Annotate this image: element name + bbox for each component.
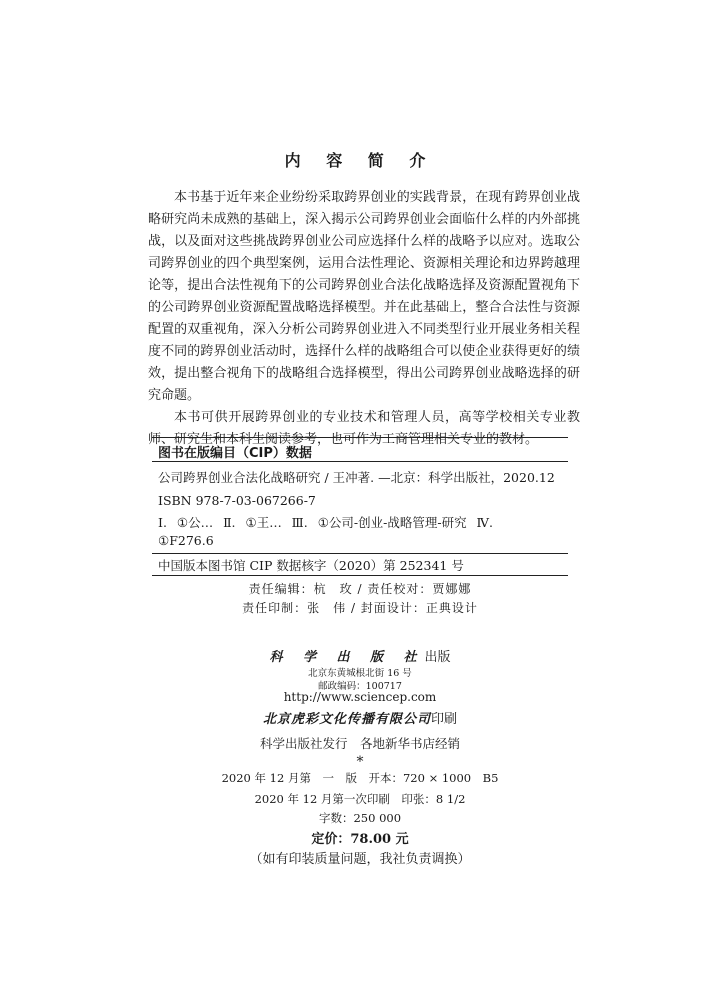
publisher-address: 北京东黄城根北街 16 号 bbox=[308, 668, 412, 679]
printer-line bbox=[0, 708, 720, 727]
quality-note: （如有印装质量问题，我社负责调换） bbox=[249, 852, 471, 867]
cip-bottom-rule bbox=[152, 575, 568, 576]
publisher-line bbox=[0, 646, 720, 665]
cip-isbn: ISBN 978-7-03-067266-7 bbox=[158, 493, 316, 508]
cip-heading: 图书在版编目（CIP）数据 bbox=[158, 446, 312, 461]
publisher-postcode: 邮政编码：100717 bbox=[318, 681, 402, 692]
publisher-name: 科 学 出 版 社 bbox=[269, 650, 425, 665]
edition-line-2: 2020 年 12 月第一次印刷 印张：8 1/2 bbox=[254, 792, 466, 806]
publisher-url: http://www.sciencep.com bbox=[283, 690, 437, 704]
cip-heading-rule bbox=[152, 461, 568, 462]
summary-title: 内 容 简 介 bbox=[284, 151, 436, 170]
cip-classification-code: ①F276.6 bbox=[158, 533, 214, 548]
summary-paragraph-1: 本书基于近年来企业纷纷采取跨界创业的实践背景，在现有跨界创业战略研究尚未成熟的基础上，深入揭示公司跨界创业会面临什么样的内外部挑战，以及面对这些挑战跨界创业公司应选择什么样的战略予以应对。选取公司跨界创业的四个典型案例，运用合法性理论、资源相关理论和边界跨越理论等，提出合法性视角下的公司跨界创业合法化战略选择及资源配置视角下的公司跨界创业资源配置战略选择模型。并在此基础上，整合合法性与资源配置的双重视角，深入分析公司跨界创业进入不同类型行业开展业务相关程度不同的跨界创业活动时，选择什么样的战略组合可以使企业获得更好的绩效，提出整合视角下的战略组合选择模型，得出公司跨界创业战略选择的研究命题。 bbox=[148, 190, 580, 403]
staff-line-1: 责任编辑：杭 玫 / 责任校对：贾娜娜 bbox=[248, 582, 472, 596]
staff-line-2: 责任印制：张 伟 / 封面设计：正典设计 bbox=[242, 601, 478, 615]
separator-star: * bbox=[356, 754, 364, 770]
printer-suffix: 印刷 bbox=[431, 712, 458, 727]
cip-classification: Ⅰ. ①公… Ⅱ. ①王… Ⅲ. ①公司-创业-战略管理-研究 Ⅳ. bbox=[158, 515, 493, 530]
summary-paragraph-2: 本书可供开展跨界创业的专业技术和管理人员，高等学校相关专业教师、研究生和本科生阅读参考，也可作为工商管理相关专业的教材。 bbox=[148, 410, 580, 447]
distribution-line: 科学出版社发行 各地新华书店经销 bbox=[259, 736, 460, 751]
word-count-line: 字数：250 000 bbox=[318, 811, 402, 825]
publisher-suffix: 出版 bbox=[424, 650, 451, 665]
cip-record-rule bbox=[152, 553, 568, 554]
cip-top-rule bbox=[152, 437, 568, 438]
printer-name: 北京虎彩文化传播有限公司 bbox=[262, 712, 431, 727]
edition-line-1: 2020 年 12 月第 一 版 开本：720 × 1000 B5 bbox=[221, 771, 499, 785]
summary-body bbox=[148, 187, 580, 451]
cip-record-number: 中国版本图书馆 CIP 数据核字（2020）第 252341 号 bbox=[158, 558, 464, 573]
cip-bibliographic-line: 公司跨界创业合法化战略研究 / 王冲著. —北京：科学出版社，2020.12 bbox=[158, 470, 555, 485]
price-line: 定价：78.00 元 bbox=[311, 832, 409, 847]
